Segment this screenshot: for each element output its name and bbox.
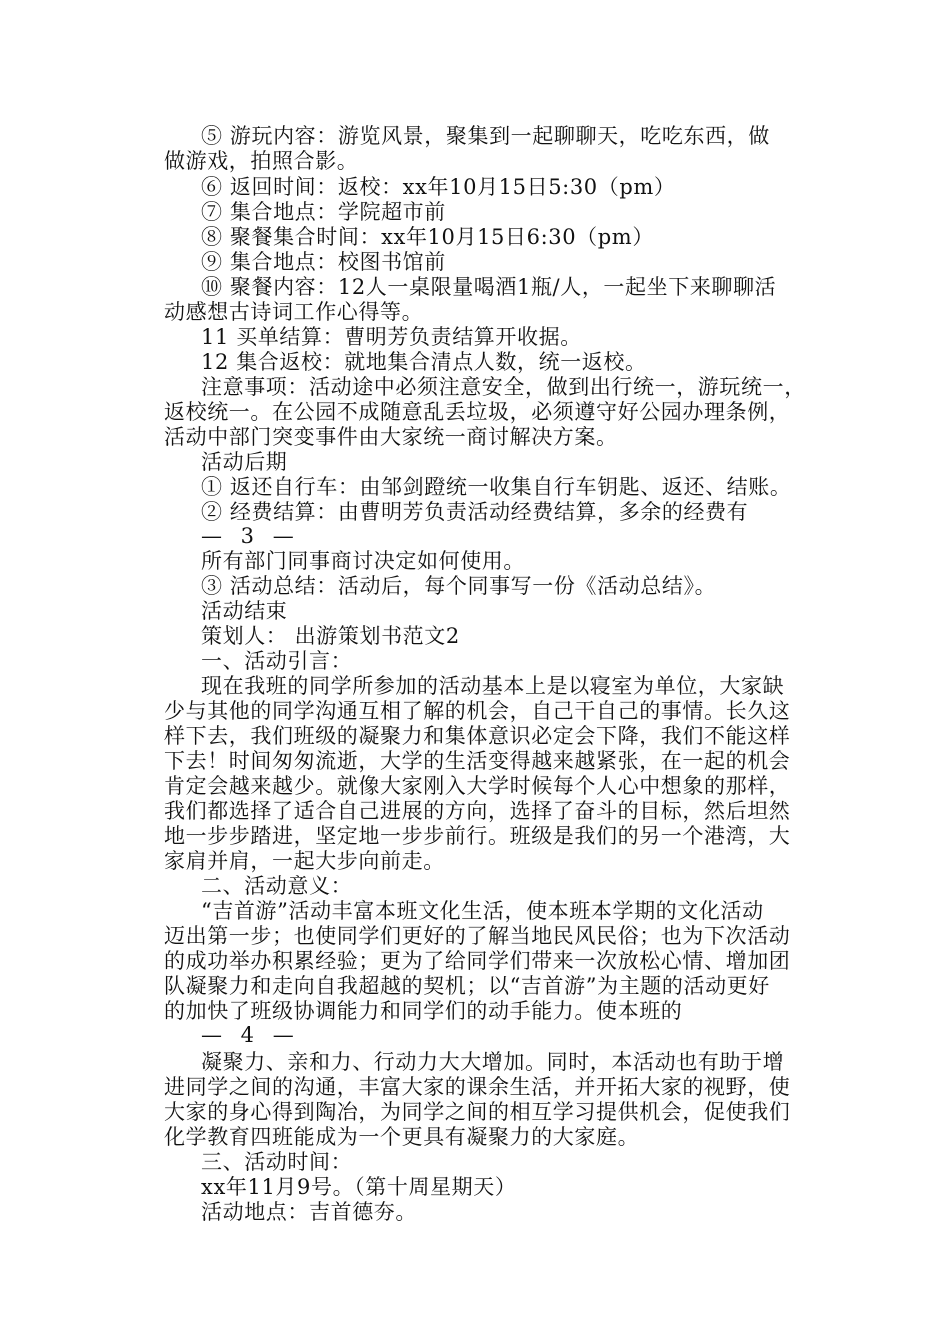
text-line: 所有部门同事商讨决定如何使用。 [201,549,525,573]
text-line: 大家的身心得到陶冶，为同学之间的相互学习提供机会，促使我们 [164,1100,791,1124]
text-line: 化学教育四班能成为一个更具有凝聚力的大家庭。 [164,1125,640,1149]
section-heading: 二、活动意义： [201,874,353,898]
page-number: — 4 — [201,1023,300,1047]
text-line: 活动地点：吉首德夯。 [201,1200,417,1224]
text-line: 家肩并肩，一起大步向前走。 [164,849,445,873]
text-line: 地一步步踏进，坚定地一步步前行。班级是我们的另一个港湾，大 [164,824,791,848]
text-line: 返校统一。在公园不成随意乱丢垃圾，必须遵守好公园办理条例， [164,400,791,424]
page-number: — 3 — [201,524,300,548]
text-line: 肯定会越来越少。就像大家刚入大学时候每个人心中想象的那样， [164,774,791,798]
text-line: 11 买单结算：曹明芳负责结算开收据。 [201,325,582,349]
text-line: 凝聚力、亲和力、行动力大大增加。同时，本活动也有助于增 [201,1050,785,1074]
text-line: ⑨ 集合地点：校图书馆前 [201,250,446,274]
text-line: ③ 活动总结：活动后，每个同事写一份《活动总结》。 [201,574,717,598]
text-line: 迈出第一步；也使同学们更好的了解当地民风民俗；也为下次活动 [164,924,791,948]
text-line: 的成功举办积累经验；更为了给同学们带来一次放松心情、增加团 [164,949,791,973]
text-line: 策划人： 出游策划书范文2 [201,624,460,648]
section-heading: 一、活动引言： [201,649,353,673]
text-line: ⑥ 返回时间：返校：xx年10月15日5:30（pm） [201,175,676,199]
text-line: ⑧ 聚餐集合时间：xx年10月15日6:30（pm） [201,225,654,249]
text-line: 队凝聚力和走向自我超越的契机；以“吉首游”为主题的活动更好 [164,974,770,998]
text-line: 的加快了班级协调能力和同学们的动手能力。使本班的 [164,999,683,1023]
text-line: 样下去，我们班级的凝聚力和集体意识必定会下降，我们不能这样 [164,724,791,748]
section-heading: 活动后期 [201,450,288,474]
text-line: 活动中部门突变事件由大家统一商讨解决方案。 [164,425,618,449]
text-line: ⑩ 聚餐内容：12人一桌限量喝酒1瓶/人，一起坐下来聊聊活 [201,275,777,299]
text-line: xx年11月9号。（第十周星期天） [201,1175,517,1199]
text-line: ① 返还自行车：由邹剑蹬统一收集自行车钥匙、返还、结账。 [201,475,792,499]
text-line: ⑦ 集合地点：学院超市前 [201,200,446,224]
text-line: ② 经费结算：由曹明芳负责活动经费结算，多余的经费有 [201,500,749,524]
text-line: 做游戏，拍照合影。 [164,149,359,173]
text-line: “吉首游”活动丰富本班文化生活，使本班本学期的文化活动 [201,899,764,923]
text-line: 我们都选择了适合自己进展的方向，选择了奋斗的目标，然后坦然 [164,799,791,823]
text-line: 少与其他的同学沟通互相了解的机会，自己干自己的事情。长久这 [164,699,791,723]
text-line: 现在我班的同学所参加的活动基本上是以寝室为单位，大家缺 [201,674,785,698]
text-line: 动感想古诗词工作心得等。 [164,300,424,324]
text-line: 进同学之间的沟通，丰富大家的课余生活，并开拓大家的视野，使 [164,1075,791,1099]
text-line: ⑤ 游玩内容：游览风景，聚集到一起聊聊天，吃吃东西，做 [201,124,770,148]
text-line: 下去！时间匆匆流逝，大学的生活变得越来越紧张，在一起的机会 [164,749,791,773]
text-line: 12 集合返校：就地集合清点人数，统一返校。 [201,350,647,374]
section-heading: 三、活动时间： [201,1150,353,1174]
text-line: 注意事项：活动途中必须注意安全，做到出行统一，游玩统一， [201,375,806,399]
section-heading: 活动结束 [201,599,288,623]
